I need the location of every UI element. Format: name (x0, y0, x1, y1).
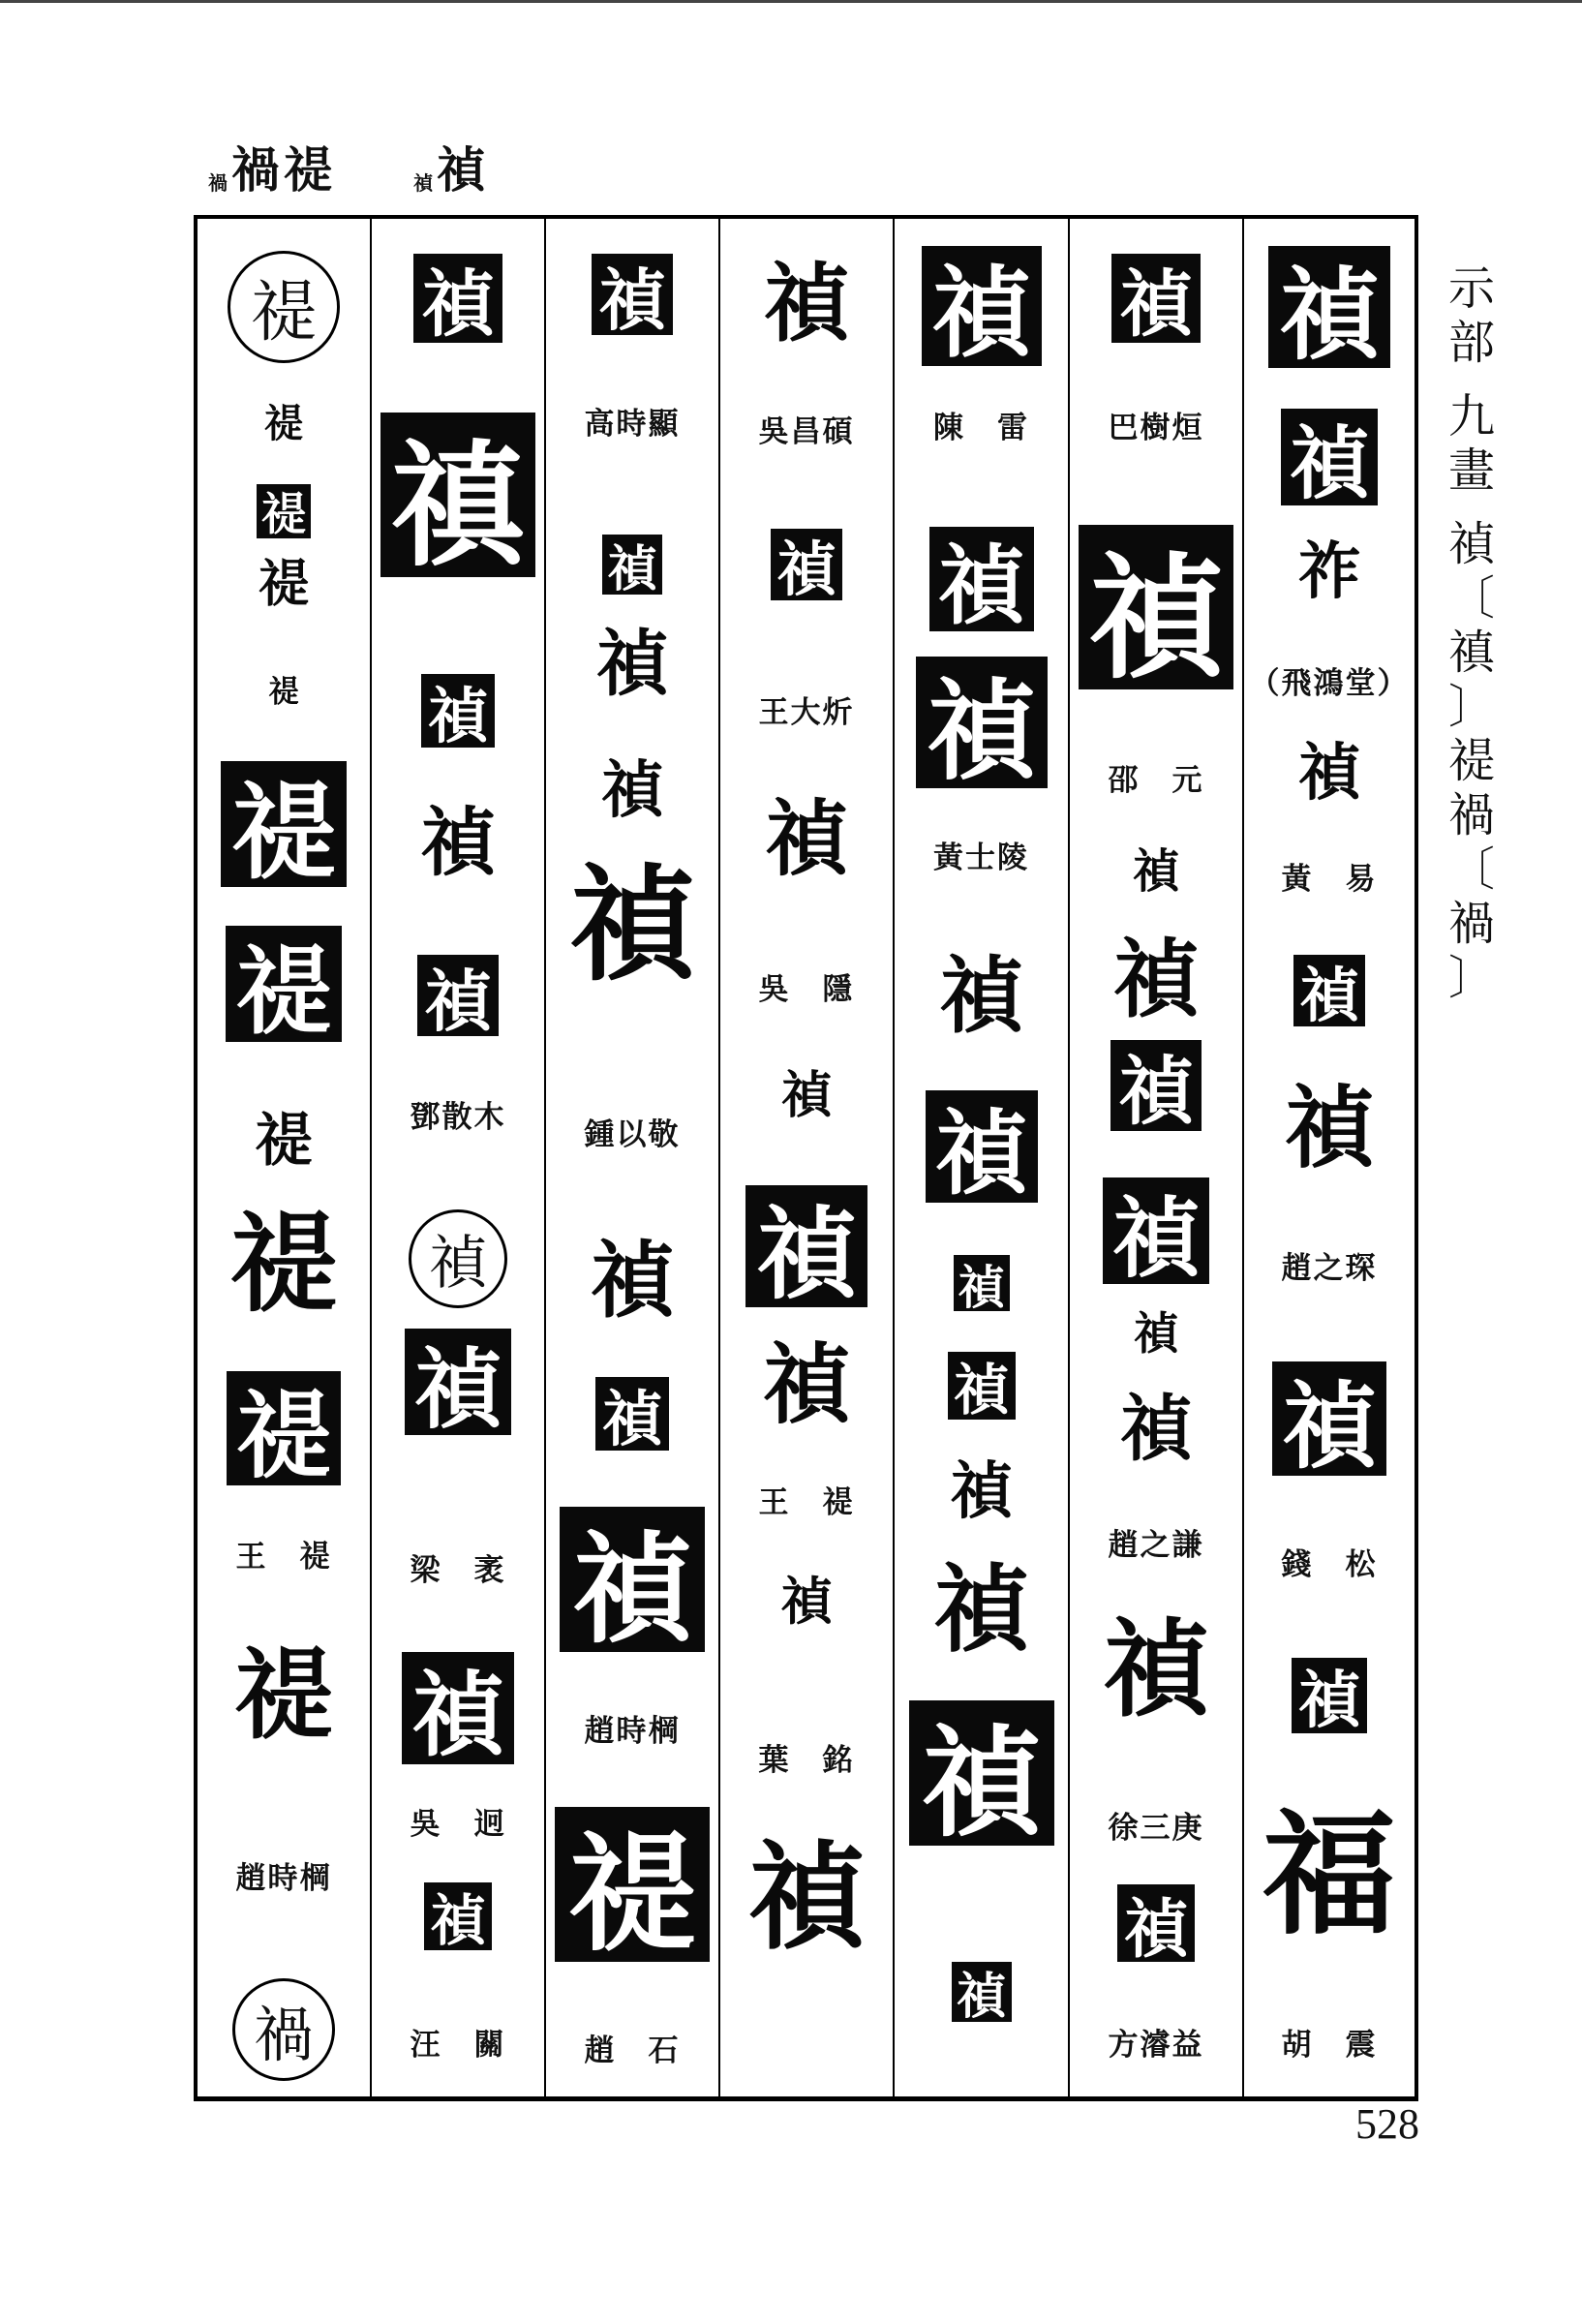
seal-glyph: 禎 (601, 755, 663, 827)
seal-impression (372, 1882, 544, 1953)
seal-glyph: 禎 (591, 1233, 674, 1330)
seal-impression (372, 955, 544, 1041)
seal-impression (895, 1458, 1068, 1526)
column-2 (372, 219, 546, 2096)
column-3 (546, 219, 720, 2096)
seal-table (194, 215, 1418, 2101)
side-index-char: 〔 (1447, 842, 1495, 897)
seal-impression (198, 558, 370, 612)
seal-impression (1244, 409, 1415, 510)
seal-caption: 徐三庚 (1108, 1811, 1204, 1846)
seal-impression (895, 1555, 1068, 1666)
seal-impression (546, 853, 718, 998)
seal-caption: 吳 隱 (758, 972, 855, 1007)
circled-character: 禔 (228, 251, 340, 363)
seal-impression (720, 1069, 893, 1123)
side-index-char: 〕 (1447, 951, 1495, 1005)
seal-glyph: 禎 (1298, 738, 1360, 810)
column-6 (1070, 219, 1244, 2096)
header-small-char-2: 禎 (413, 171, 433, 195)
seal-glyph: 禔 (255, 1107, 313, 1174)
seal-impression (372, 254, 544, 347)
seal-impression (1070, 1884, 1242, 1967)
seal-caption: 葉 銘 (758, 1743, 855, 1778)
seal-impression (546, 1807, 718, 1969)
seal-impression (720, 1575, 893, 1631)
seal-caption: 王 禔 (758, 1485, 855, 1520)
seal-caption: 錢 松 (1281, 1547, 1378, 1582)
seal-impression (895, 657, 1068, 795)
side-index-char: 部 (1447, 316, 1495, 370)
seal-impression (546, 254, 718, 340)
seal-glyph-inverse: 禎 (405, 1329, 511, 1435)
seal-glyph-inverse: 禎 (1293, 955, 1365, 1026)
seal-glyph-inverse: 禎 (1111, 254, 1201, 343)
seal-glyph-inverse: 禎 (1292, 1658, 1367, 1733)
seal-caption: 趙之謙 (1108, 1528, 1204, 1563)
seal-impression (198, 1981, 370, 2078)
seal-impression (895, 1962, 1068, 2026)
seal-glyph-inverse: 禎 (1110, 1040, 1202, 1131)
seal-glyph-inverse: 禔 (257, 484, 311, 538)
seal-caption: 巴樹烜 (1108, 411, 1204, 445)
seal-glyph: 禔 (264, 402, 303, 446)
page-header (208, 134, 489, 201)
seal-glyph-inverse: 禎 (1272, 1361, 1386, 1476)
seal-glyph: 禎 (420, 801, 496, 887)
seal-glyph: 禎 (596, 623, 668, 706)
side-index-gap (1443, 498, 1501, 517)
seal-caption: 方濬益 (1108, 2028, 1204, 2063)
seal-caption: 鄧散木 (410, 1100, 506, 1135)
side-index-char: 九 (1447, 389, 1495, 443)
seal-glyph-inverse: 禎 (421, 674, 495, 748)
seal-impression (895, 1352, 1068, 1420)
seal-glyph-inverse: 禎 (417, 955, 499, 1036)
seal-glyph: 禎 (1112, 930, 1199, 1029)
seal-impression (720, 792, 893, 888)
seal-glyph-inverse: 禎 (952, 1962, 1012, 2022)
seal-caption: （飛鴻堂） (1249, 666, 1410, 701)
seal-impression (198, 1203, 370, 1327)
seal-glyph: 禎 (1134, 1307, 1178, 1360)
seal-impression (546, 1507, 718, 1660)
seal-glyph-inverse: 禔 (555, 1807, 710, 1962)
seal-impression (1070, 1177, 1242, 1290)
seal-caption: 梁 袤 (410, 1553, 506, 1588)
header-small-char-1: 禍 (208, 171, 228, 195)
side-index-char: 禔 (1447, 734, 1495, 788)
header-char-pair: 禍禔 (231, 141, 336, 199)
seal-glyph: 禎 (933, 1555, 1029, 1666)
seal-impression (1244, 740, 1415, 808)
seal-impression (895, 1255, 1068, 1315)
seal-glyph: 禎 (780, 1067, 832, 1125)
seal-glyph-inverse: 禎 (916, 657, 1048, 788)
seal-impression (198, 926, 370, 1048)
seal-impression (372, 1212, 544, 1305)
seal-impression (198, 484, 370, 538)
seal-glyph-inverse: 禎 (1079, 525, 1233, 689)
seal-glyph: 禎 (748, 1831, 865, 1966)
seal-impression (720, 1831, 893, 1966)
seal-glyph-inverse: 禎 (413, 254, 502, 343)
seal-glyph: 禎 (763, 254, 849, 353)
seal-glyph: 禔 (234, 1638, 333, 1753)
seal-impression (198, 403, 370, 445)
seal-glyph: 禎 (1132, 844, 1179, 899)
seal-glyph-inverse: 禎 (424, 1882, 492, 1950)
seal-caption: 邵 元 (1108, 763, 1204, 798)
seal-impression (895, 527, 1068, 636)
seal-caption: 趙時棡 (584, 1714, 681, 1749)
seal-caption: 趙之琛 (1281, 1251, 1378, 1286)
side-index-char: 示 (1447, 261, 1495, 316)
seal-impression (720, 1185, 893, 1313)
seal-glyph: 禎 (763, 1334, 850, 1436)
seal-glyph-inverse: 禔 (221, 761, 347, 887)
column-7 (1244, 219, 1415, 2096)
side-index-gap (1443, 370, 1501, 389)
seal-glyph: 禎 (1284, 1077, 1374, 1180)
seal-glyph-inverse: 禎 (560, 1507, 705, 1652)
seal-impression (198, 676, 370, 709)
seal-impression (372, 413, 544, 585)
seal-impression (1070, 525, 1242, 697)
seal-glyph-inverse: 禎 (602, 535, 662, 595)
seal-caption: 黃士陵 (933, 841, 1029, 875)
seal-caption: 王 禔 (235, 1540, 332, 1575)
side-index-char: 〔 (1447, 571, 1495, 626)
seal-glyph: 禔 (268, 675, 299, 710)
seal-glyph-inverse: 禎 (1268, 246, 1390, 368)
seal-impression (546, 757, 718, 825)
seal-glyph: 禔 (258, 556, 309, 614)
circled-character: 禍 (232, 1978, 335, 2081)
seal-glyph-inverse: 禛 (380, 413, 535, 577)
seal-impression (1244, 1797, 1415, 1953)
header-char-2: 禎 (437, 141, 489, 199)
seal-glyph-inverse: 禎 (592, 254, 673, 335)
seal-impression (895, 948, 1068, 1045)
seal-glyph-inverse: 禔 (226, 926, 342, 1042)
seal-impression (1244, 955, 1415, 1030)
seal-caption: 吳昌碩 (758, 414, 855, 449)
seal-caption: 黃 易 (1281, 862, 1378, 897)
seal-glyph: 禎 (569, 853, 695, 998)
seal-impression (1070, 254, 1242, 347)
seal-caption: 王大炘 (758, 695, 855, 730)
seal-impression (198, 1371, 370, 1491)
seal-impression (720, 254, 893, 353)
seal-glyph: 禔 (230, 1203, 337, 1327)
seal-impression (1070, 1388, 1242, 1471)
column-4 (720, 219, 895, 2096)
seal-glyph: 福 (1262, 1797, 1396, 1953)
seal-impression (1244, 538, 1415, 606)
seal-impression (1070, 1040, 1242, 1136)
seal-impression (198, 761, 370, 894)
seal-glyph: 禎 (1103, 1608, 1209, 1731)
seal-caption: 吳 迥 (410, 1807, 506, 1842)
seal-glyph-inverse: 禎 (745, 1185, 867, 1307)
seal-caption: 趙時棡 (235, 1861, 332, 1896)
seal-caption: 陳 雷 (933, 411, 1029, 445)
seal-impression (372, 801, 544, 887)
seal-impression (1244, 1361, 1415, 1482)
side-index-char: 禛 (1447, 626, 1495, 680)
seal-glyph-inverse: 禎 (1281, 409, 1378, 505)
page-number: 528 (1355, 2100, 1419, 2148)
seal-caption: 鍾以敬 (584, 1117, 681, 1152)
seal-impression (546, 535, 718, 598)
seal-glyph-inverse: 禎 (909, 1700, 1054, 1846)
circled-character: 禎 (409, 1209, 507, 1308)
seal-impression (1070, 846, 1242, 897)
seal-caption: 趙 石 (584, 2034, 681, 2068)
seal-glyph: 禎 (780, 1573, 833, 1632)
seal-impression (372, 1652, 544, 1769)
seal-impression (1244, 1077, 1415, 1180)
seal-glyph: 禎 (950, 1456, 1013, 1528)
seal-glyph-inverse: 禔 (227, 1371, 341, 1485)
seal-glyph-inverse: 禎 (948, 1352, 1016, 1420)
side-index-char: 〕 (1447, 680, 1495, 734)
seal-impression (895, 1090, 1068, 1208)
seal-impression (198, 1107, 370, 1174)
seal-glyph-inverse: 禎 (922, 246, 1042, 366)
side-index-char: 畫 (1447, 443, 1495, 498)
seal-impression (198, 254, 370, 360)
seal-glyph: 禎 (939, 948, 1023, 1045)
side-index-char: 禍 (1447, 897, 1495, 951)
seal-glyph-inverse: 禎 (1117, 1884, 1195, 1962)
seal-glyph: 禎 (1120, 1388, 1192, 1471)
seal-impression (1070, 930, 1242, 1029)
seal-impression (720, 1334, 893, 1436)
seal-impression (895, 1700, 1068, 1853)
seal-impression (546, 1233, 718, 1330)
seal-caption: 高時顯 (584, 407, 681, 442)
seal-impression (546, 1377, 718, 1454)
top-rule (0, 0, 1582, 3)
seal-impression (372, 674, 544, 751)
seal-impression (546, 623, 718, 706)
seal-impression (1244, 246, 1415, 374)
seal-caption: 汪 關 (410, 2028, 506, 2063)
seal-impression (1070, 1608, 1242, 1731)
column-5 (895, 219, 1070, 2096)
seal-glyph-inverse: 禎 (1103, 1177, 1209, 1284)
seal-glyph-inverse: 禎 (771, 529, 842, 600)
seal-glyph: 禎 (765, 792, 848, 888)
seal-glyph-inverse: 禎 (954, 1255, 1010, 1311)
seal-impression (1070, 1309, 1242, 1358)
seal-glyph-inverse: 禎 (929, 527, 1034, 631)
seal-glyph-inverse: 禎 (595, 1377, 669, 1451)
seal-glyph: 祚 (1298, 536, 1360, 608)
column-1 (198, 219, 372, 2096)
side-index (1443, 261, 1501, 1005)
seal-impression (198, 1638, 370, 1753)
seal-glyph-inverse: 禎 (926, 1090, 1038, 1203)
side-index-char: 禎 (1447, 517, 1495, 571)
seal-caption: 胡 震 (1281, 2028, 1378, 2063)
seal-impression (372, 1329, 544, 1441)
side-index-char: 禍 (1447, 788, 1495, 842)
seal-glyph-inverse: 禎 (402, 1652, 514, 1764)
seal-impression (895, 246, 1068, 372)
seal-impression (1244, 1658, 1415, 1737)
seal-impression (720, 529, 893, 604)
